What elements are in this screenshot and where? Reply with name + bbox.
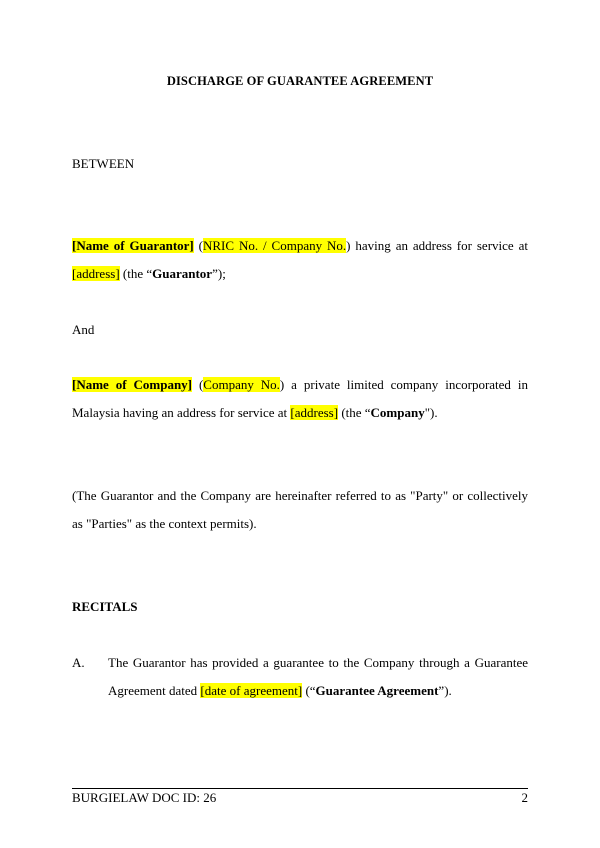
footer-divider: [72, 788, 528, 789]
and-label: And: [72, 322, 95, 337]
guarantor-id-placeholder: NRIC No. / Company No.: [203, 238, 347, 253]
guarantee-agreement-defined-term: Guarantee Agreement: [315, 683, 439, 698]
company-id-placeholder: Company No.: [203, 377, 280, 392]
company-address-placeholder: [address]: [290, 405, 339, 420]
between-label: BETWEEN: [72, 156, 135, 171]
guarantor-paragraph: [Name of Guarantor] (NRIC No. / Company No.) having an address for service at [address] (the “Guarantor”);: [72, 238, 528, 281]
page-footer: [72, 790, 528, 806]
company-name-placeholder: [Name of Company]: [72, 377, 193, 392]
footer-page-number: 2: [521, 790, 528, 805]
recital-a: [72, 649, 528, 705]
company-defined-term: Company: [370, 405, 425, 420]
guarantor-address-placeholder: [address]: [72, 266, 120, 281]
guarantor-defined-term: Guarantor: [152, 266, 213, 281]
guarantor-name-placeholder: [Name of Guarantor]: [72, 238, 194, 253]
parties-paragraph: (The Guarantor and the Company are hereinafter referred to as "Party" or collectively as "Parties" as the context permits).: [72, 488, 528, 531]
recitals-heading: RECITALS: [72, 599, 138, 614]
document-title: DISCHARGE OF GUARANTEE AGREEMENT: [166, 74, 434, 88]
company-paragraph: [Name of Company] (Company No.) a private limited company incorporated in Malaysia having an address for service at [address] (the “Company").: [72, 377, 528, 420]
agreement-date-placeholder: [date of agreement]: [200, 683, 303, 698]
recital-label: A.: [72, 655, 85, 670]
recital-body: The Guarantor has provided a guarantee to the Company through a Guarantee Agreement dated [date of agreement] (“Guarantee Agreement”).: [108, 655, 528, 698]
footer-doc-id: BURGIELAW DOC ID: 26: [72, 790, 217, 805]
